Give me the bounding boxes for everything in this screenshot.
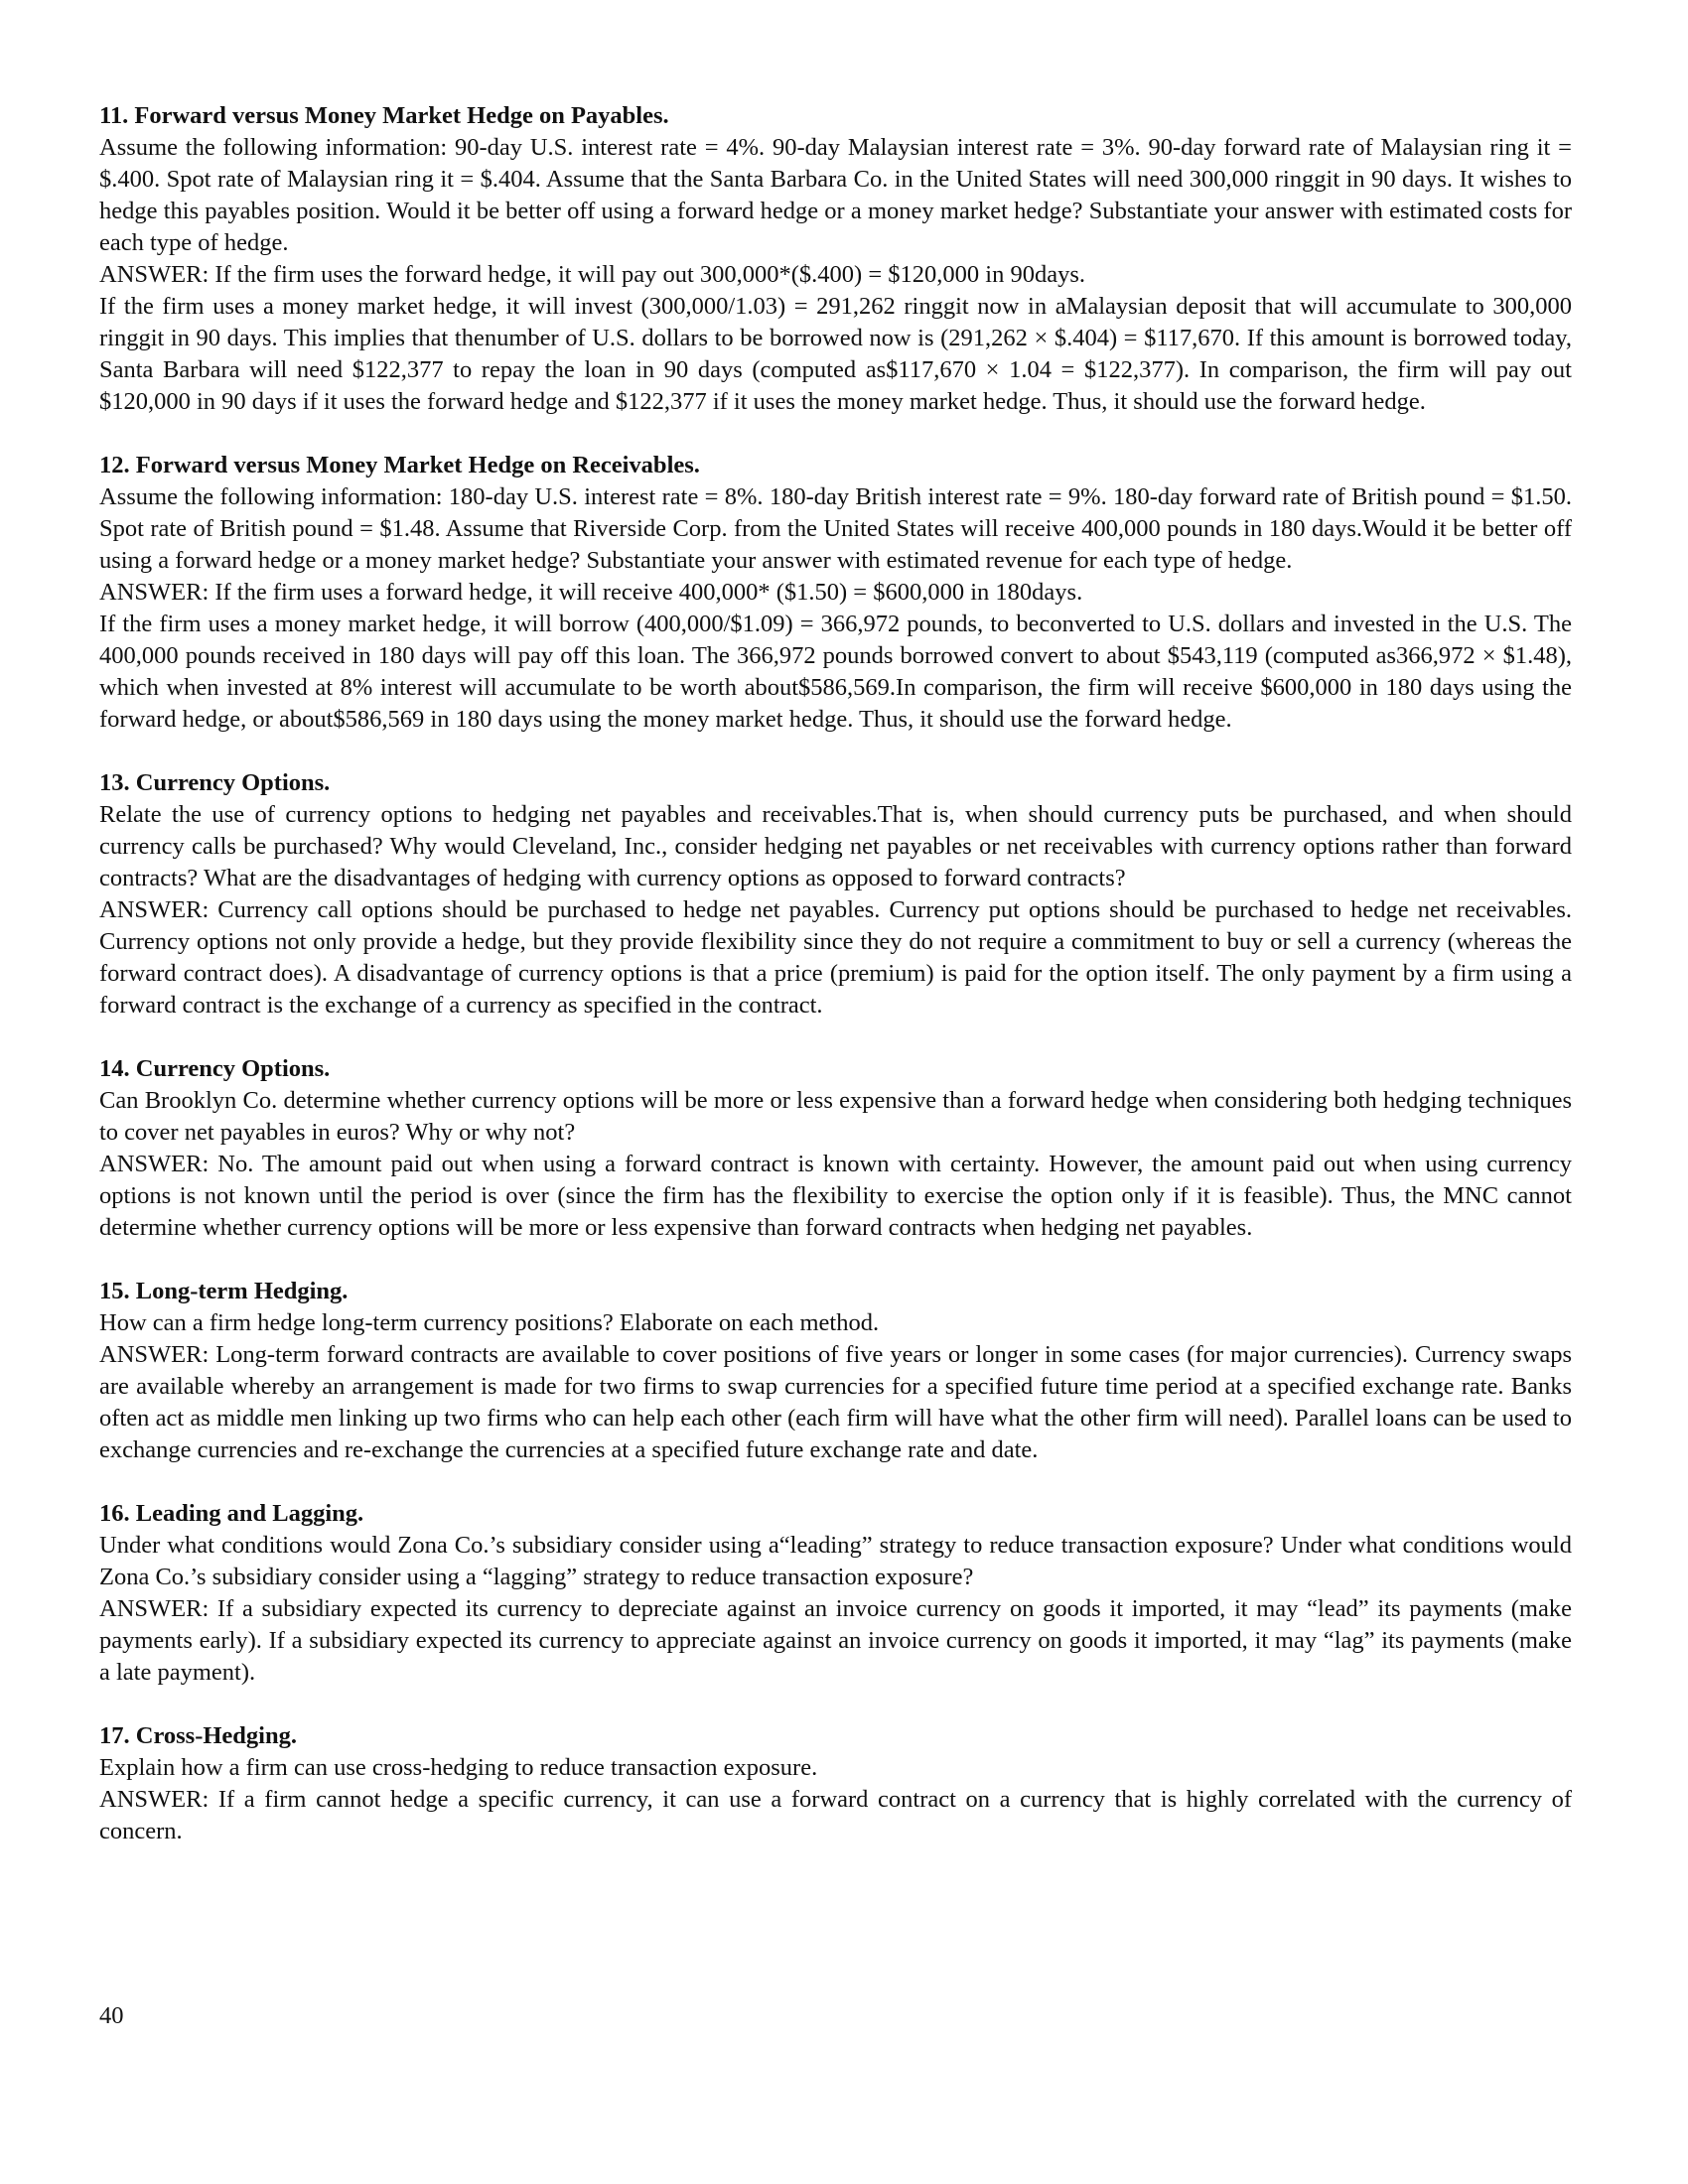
- question-text: Explain how a firm can use cross-hedging to reduce transaction exposure.: [99, 1754, 818, 1781]
- answer-text: ANSWER: If a subsidiary expected its currency to depreciate against an invoice currency on goods it imported, it may “lead” its payments (make payments early). If a subsidiary expected its currency to appreciate against an invoice currency on goods it imported, it may “lag” its payments (make a late payment).: [99, 1595, 1572, 1686]
- section-heading: 16. Leading and Lagging.: [99, 1500, 364, 1527]
- question-text: Under what conditions would Zona Co.’s subsidiary consider using a“leading” strategy to reduce transaction exposure? Under what conditions would Zona Co.’s subsidiary consider using a “lagging” strategy to reduce transaction exposure?: [99, 1532, 1572, 1590]
- answer-text: If the firm uses a money market hedge, it will invest (300,000/1.03) = 291,262 ringgit now in aMalaysian deposit that will accumulate to 300,000 ringgit in 90 days. This implies that thenumber of U.S. dollars to be borrowed now is (291,262 × $.404) = $117,670. If this amount is borrowed today, Santa Barbara will need $122,377 to repay the loan in 90 days (computed as$117,670 × 1.04 = $122,377). In comparison, the firm will pay out $120,000 in 90 days if it uses the forward hedge and $122,377 if it uses the money market hedge. Thus, it should use the forward hedge.: [99, 293, 1572, 415]
- question-text: Assume the following information: 180-day U.S. interest rate = 8%. 180-day British interest rate = 9%. 180-day forward rate of British pound = $1.50. Spot rate of British pound = $1.48. Assume that Riverside Corp. from the United States will receive 400,000 pounds in 180 days.Would it be better off using a forward hedge or a money market hedge? Substantiate your answer with estimated revenue for each type of hedge.: [99, 483, 1572, 574]
- section-heading: 15. Long-term Hedging.: [99, 1278, 349, 1304]
- question-14: [99, 1053, 1572, 1244]
- question-12: [99, 450, 1572, 736]
- section-heading: 12. Forward versus Money Market Hedge on Receivables.: [99, 452, 700, 478]
- answer-text: If the firm uses a money market hedge, it will borrow (400,000/$1.09) = 366,972 pounds, to beconverted to U.S. dollars and invested in the U.S. The 400,000 pounds received in 180 days will pay off this loan. The 366,972 pounds borrowed convert to about $543,119 (computed as366,972 × $1.48), which when invested at 8% interest will accumulate to be worth about$586,569.In comparison, the firm will receive $600,000 in 180 days using the forward hedge, or about$586,569 in 180 days using the money market hedge. Thus, it should use the forward hedge.: [99, 611, 1572, 733]
- question-text: Relate the use of currency options to hedging net payables and receivables.That is, when should currency puts be purchased, and when should currency calls be purchased? Why would Cleveland, Inc., consider hedging net payables or net receivables with currency options rather than forward contracts? What are the disadvantages of hedging with currency options as opposed to forward contracts?: [99, 801, 1572, 891]
- question-17: [99, 1720, 1572, 1847]
- question-text: Assume the following information: 90-day U.S. interest rate = 4%. 90-day Malaysian interest rate = 3%. 90-day forward rate of Malaysian ring it = $.400. Spot rate of Malaysian ring it = $.404. Assume that the Santa Barbara Co. in the United States will need 300,000 ringgit in 90 days. It wishes to hedge this payables position. Would it be better off using a forward hedge or a money market hedge? Substantiate your answer with estimated costs for each type of hedge.: [99, 134, 1572, 256]
- answer-text: ANSWER: Currency call options should be purchased to hedge net payables. Currency put options should be purchased to hedge net receivables. Currency options not only provide a hedge, but they provide flexibility since they do not require a commitment to buy or sell a currency (whereas the forward contract does). A disadvantage of currency options is that a price (premium) is paid for the option itself. The only payment by a firm using a forward contract is the exchange of a currency as specified in the contract.: [99, 896, 1572, 1019]
- answer-text: ANSWER: If the firm uses the forward hedge, it will pay out 300,000*($.400) = $120,000 in 90days.: [99, 261, 1085, 288]
- question-16: [99, 1498, 1572, 1689]
- section-heading: 14. Currency Options.: [99, 1055, 331, 1082]
- question-11: [99, 100, 1572, 418]
- answer-text: ANSWER: If the firm uses a forward hedge, it will receive 400,000* ($1.50) = $600,000 in 180days.: [99, 579, 1083, 606]
- section-heading: 17. Cross-Hedging.: [99, 1722, 297, 1749]
- document-page: [99, 100, 1572, 1879]
- answer-text: ANSWER: No. The amount paid out when using a forward contract is known with certainty. However, the amount paid out when using currency options is not known until the period is over (since the firm has the flexibility to exercise the option only if it is feasible). Thus, the MNC cannot determine whether currency options will be more or less expensive than forward contracts when hedging net payables.: [99, 1151, 1572, 1241]
- question-15: [99, 1276, 1572, 1466]
- section-heading: 13. Currency Options.: [99, 769, 331, 796]
- answer-text: ANSWER: If a firm cannot hedge a specific currency, it can use a forward contract on a currency that is highly correlated with the currency of concern.: [99, 1786, 1572, 1844]
- question-13: [99, 767, 1572, 1022]
- answer-text: ANSWER: Long-term forward contracts are available to cover positions of five years or longer in some cases (for major currencies). Currency swaps are available whereby an arrangement is made for two firms to swap currencies for a specified future time period at a specified exchange rate. Banks often act as middle men linking up two firms who can help each other (each firm will have what the other firm will need). Parallel loans can be used to exchange currencies and re-exchange the currencies at a specified future exchange rate and date.: [99, 1341, 1572, 1463]
- section-heading: 11. Forward versus Money Market Hedge on Payables.: [99, 102, 669, 129]
- question-text: Can Brooklyn Co. determine whether currency options will be more or less expensive than a forward hedge when considering both hedging techniques to cover net payables in euros? Why or why not?: [99, 1087, 1572, 1146]
- page-number: 40: [99, 2002, 124, 2029]
- question-text: How can a firm hedge long-term currency positions? Elaborate on each method.: [99, 1309, 880, 1336]
